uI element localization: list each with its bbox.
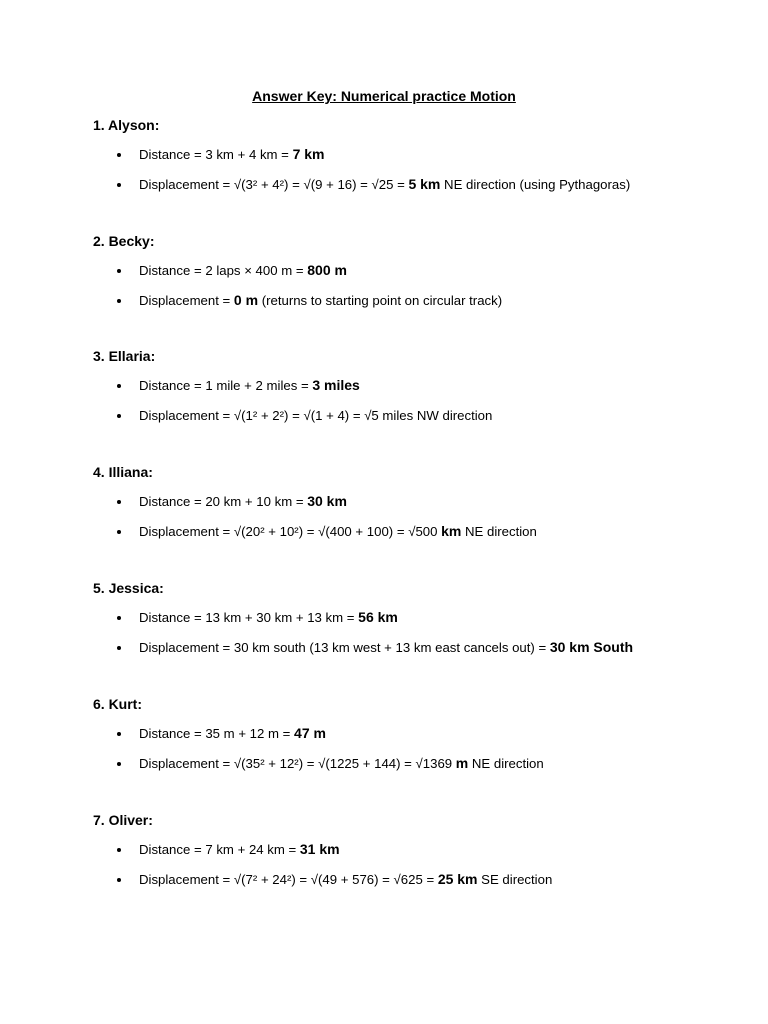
distance-answer: 30 km [307,493,347,509]
section-heading: 5. Jessica: [93,580,164,596]
distance-text: Distance = 13 km + 30 km + 13 km = [139,610,359,625]
answer-list [93,145,733,194]
answer-list [93,492,733,541]
distance-item [93,492,733,511]
displacement-answer: 5 km [408,176,441,192]
displacement-answer: 0 m [233,292,259,308]
displacement-item [93,754,733,773]
distance-item [93,608,733,627]
section-heading: 3. Ellaria: [93,348,156,364]
bullet-icon [117,732,121,736]
bullet-icon [117,384,121,388]
displacement-suffix: SE direction [477,872,553,887]
displacement-text: Displacement = 30 km south (13 km west + 13 km east cancels out) = [139,640,550,655]
answer-section-1 [93,116,733,194]
bullet-icon [117,269,121,273]
answer-list [93,608,733,657]
distance-item [93,840,733,859]
bullet-icon [117,762,121,766]
displacement-text: Displacement = √(20² + 10²) = √(400 + 100) = √500 [139,524,442,539]
displacement-text: Displacement = √(3² + 4²) = √(9 + 16) = √25 = [139,177,409,192]
answer-section-2 [93,232,733,310]
answer-section-7 [93,811,733,889]
displacement-suffix: NE direction [468,756,544,771]
distance-answer: 800 m [307,262,347,278]
bullet-icon [117,848,121,852]
displacement-text: Displacement = [139,293,234,308]
answer-section-3 [93,347,733,425]
distance-answer: 56 km [358,609,398,625]
displacement-item [93,870,733,889]
displacement-suffix: NE direction [461,524,537,539]
displacement-answer: 30 km South [549,639,634,655]
distance-answer: 31 km [299,841,340,857]
distance-item [93,145,733,164]
displacement-item [93,175,733,194]
bullet-icon [117,153,121,157]
distance-item [93,261,733,280]
distance-text: Distance = 35 m + 12 m = [139,726,295,741]
distance-answer: 3 miles [312,377,360,393]
bullet-icon [117,500,121,504]
displacement-text: Displacement = √(35² + 12²) = √(1225 + 144) = √1369 [139,756,456,771]
distance-text: Distance = 1 mile + 2 miles = [139,378,313,393]
distance-text: Distance = 3 km + 4 km = [139,147,293,162]
displacement-item [93,406,733,425]
displacement-suffix: (returns to starting point on circular track) [258,293,503,308]
section-heading: 7. Oliver: [93,812,153,828]
bullet-icon [117,616,121,620]
displacement-item [93,522,733,541]
answer-list [93,261,733,310]
answer-list [93,840,733,889]
displacement-text: Displacement = √(7² + 24²) = √(49 + 576) = √625 = [139,872,438,887]
distance-text: Distance = 20 km + 10 km = [139,494,308,509]
answer-section-5 [93,579,733,657]
distance-text: Distance = 7 km + 24 km = [139,842,300,857]
displacement-answer: 25 km [437,871,478,887]
answer-section-6 [93,695,733,773]
displacement-item [93,638,733,657]
section-heading: 6. Kurt: [93,696,142,712]
displacement-suffix: NE direction (using Pythagoras) [440,177,631,192]
answer-list [93,724,733,773]
bullet-icon [117,183,121,187]
displacement-answer: km [441,523,462,539]
distance-item [93,376,733,395]
bullet-icon [117,878,121,882]
bullet-icon [117,414,121,418]
bullet-icon [117,646,121,650]
distance-item [93,724,733,743]
bullet-icon [117,530,121,534]
displacement-text: Displacement = √(1² + 2²) = √(1 + 4) = √5 miles NW direction [139,408,493,423]
distance-answer: 7 km [292,146,325,162]
distance-text: Distance = 2 laps × 400 m = [139,263,308,278]
displacement-answer: m [455,755,469,771]
document-title: Answer Key: Numerical practice Motion [252,88,516,104]
bullet-icon [117,299,121,303]
section-heading: 2. Becky: [93,233,155,249]
answer-list [93,376,733,425]
section-heading: 1. Alyson: [93,117,160,133]
displacement-item [93,291,733,310]
answer-section-4 [93,463,733,541]
section-heading: 4. Illiana: [93,464,153,480]
distance-answer: 47 m [294,725,326,741]
